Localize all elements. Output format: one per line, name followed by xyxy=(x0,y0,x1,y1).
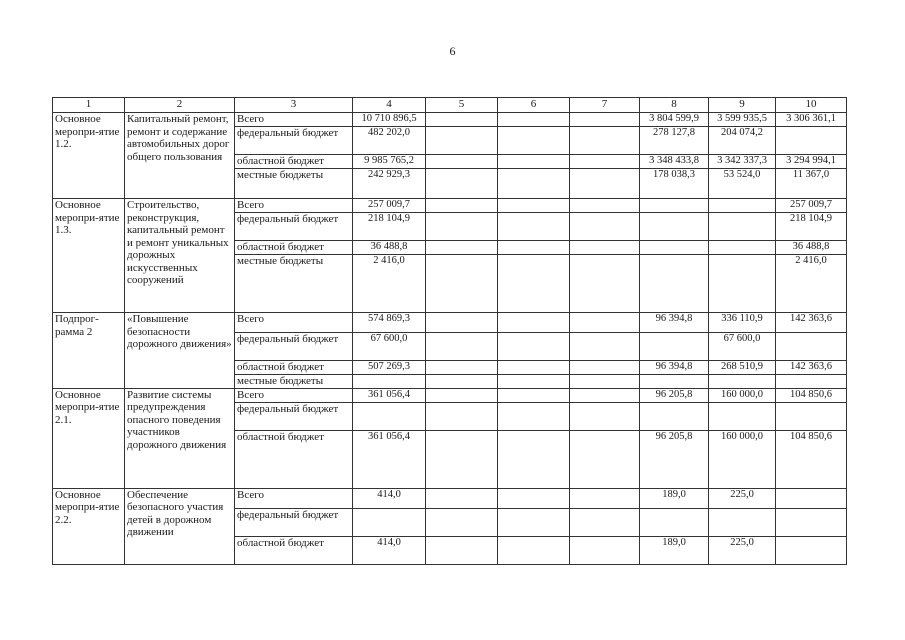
value-cell: 96 205,8 xyxy=(640,388,709,402)
value-cell xyxy=(498,536,570,564)
header-cell: 1 xyxy=(53,98,125,113)
value-cell xyxy=(570,169,640,199)
value-cell: 9 985 765,2 xyxy=(353,155,426,169)
funding-source: местные бюджеты xyxy=(235,169,353,199)
value-cell xyxy=(709,375,776,389)
value-cell xyxy=(776,375,847,389)
value-cell xyxy=(426,361,498,375)
value-cell: 361 056,4 xyxy=(353,430,426,488)
value-cell: 104 850,6 xyxy=(776,388,847,402)
budget-table xyxy=(52,97,847,565)
value-cell xyxy=(776,508,847,536)
value-cell xyxy=(640,213,709,241)
value-cell xyxy=(570,375,640,389)
value-cell xyxy=(426,488,498,508)
header-cell: 8 xyxy=(640,98,709,113)
value-cell xyxy=(426,508,498,536)
value-cell: 361 056,4 xyxy=(353,388,426,402)
funding-source: федеральный бюджет xyxy=(235,508,353,536)
value-cell xyxy=(570,127,640,155)
value-cell xyxy=(498,333,570,361)
value-cell: 67 600,0 xyxy=(353,333,426,361)
value-cell: 3 804 599,9 xyxy=(640,113,709,127)
value-cell: 2 416,0 xyxy=(776,255,847,313)
value-cell xyxy=(353,402,426,430)
funding-source: Всего xyxy=(235,199,353,213)
value-cell xyxy=(570,255,640,313)
value-cell xyxy=(570,488,640,508)
value-cell: 96 394,8 xyxy=(640,313,709,333)
value-cell: 160 000,0 xyxy=(709,430,776,488)
value-cell xyxy=(498,199,570,213)
value-cell xyxy=(498,375,570,389)
value-cell: 178 038,3 xyxy=(640,169,709,199)
value-cell: 257 009,7 xyxy=(776,199,847,213)
header-cell: 2 xyxy=(125,98,235,113)
value-cell xyxy=(570,508,640,536)
value-cell xyxy=(498,255,570,313)
value-cell xyxy=(570,361,640,375)
table-row xyxy=(53,113,847,127)
value-cell xyxy=(498,169,570,199)
value-cell xyxy=(709,213,776,241)
funding-source: областной бюджет xyxy=(235,361,353,375)
value-cell xyxy=(498,508,570,536)
value-cell xyxy=(426,127,498,155)
value-cell: 96 205,8 xyxy=(640,430,709,488)
funding-source: областной бюджет xyxy=(235,430,353,488)
value-cell: 414,0 xyxy=(353,488,426,508)
value-cell xyxy=(353,508,426,536)
value-cell xyxy=(640,241,709,255)
value-cell: 507 269,3 xyxy=(353,361,426,375)
value-cell xyxy=(640,333,709,361)
value-cell xyxy=(640,255,709,313)
value-cell: 2 416,0 xyxy=(353,255,426,313)
funding-source: областной бюджет xyxy=(235,155,353,169)
value-cell: 67 600,0 xyxy=(709,333,776,361)
table-row xyxy=(53,199,847,213)
value-cell: 482 202,0 xyxy=(353,127,426,155)
value-cell: 11 367,0 xyxy=(776,169,847,199)
value-cell xyxy=(426,255,498,313)
value-cell xyxy=(426,213,498,241)
value-cell: 574 869,3 xyxy=(353,313,426,333)
block-name: Развитие системы предупреждения опасного поведения участников дорожного движения xyxy=(125,388,235,488)
value-cell: 142 363,6 xyxy=(776,313,847,333)
header-cell: 9 xyxy=(709,98,776,113)
value-cell: 414,0 xyxy=(353,536,426,564)
value-cell xyxy=(570,430,640,488)
funding-source: федеральный бюджет xyxy=(235,402,353,430)
funding-source: областной бюджет xyxy=(235,536,353,564)
value-cell xyxy=(426,333,498,361)
block-name: «Повышение безопасности дорожного движения» xyxy=(125,313,235,389)
value-cell xyxy=(498,155,570,169)
value-cell xyxy=(570,402,640,430)
value-cell: 3 306 361,1 xyxy=(776,113,847,127)
page-number: 6 xyxy=(449,44,456,58)
value-cell: 160 000,0 xyxy=(709,388,776,402)
value-cell xyxy=(498,430,570,488)
value-cell xyxy=(776,333,847,361)
value-cell: 278 127,8 xyxy=(640,127,709,155)
value-cell: 204 074,2 xyxy=(709,127,776,155)
value-cell xyxy=(498,213,570,241)
value-cell: 218 104,9 xyxy=(776,213,847,241)
value-cell xyxy=(570,388,640,402)
header-cell: 3 xyxy=(235,98,353,113)
value-cell: 3 294 994,1 xyxy=(776,155,847,169)
value-cell xyxy=(426,155,498,169)
funding-source: Всего xyxy=(235,388,353,402)
funding-source: Всего xyxy=(235,113,353,127)
value-cell xyxy=(498,113,570,127)
header-row xyxy=(53,98,847,113)
table-row xyxy=(53,388,847,402)
value-cell: 3 599 935,5 xyxy=(709,113,776,127)
value-cell xyxy=(709,241,776,255)
value-cell xyxy=(426,113,498,127)
value-cell: 189,0 xyxy=(640,488,709,508)
header-cell: 5 xyxy=(426,98,498,113)
value-cell xyxy=(640,375,709,389)
value-cell xyxy=(776,488,847,508)
value-cell: 142 363,6 xyxy=(776,361,847,375)
block-code: Основное меропри-ятие 2.2. xyxy=(53,488,125,564)
value-cell xyxy=(640,508,709,536)
block-code: Основное меропри-ятие 1.3. xyxy=(53,199,125,313)
funding-source: Всего xyxy=(235,313,353,333)
value-cell: 3 348 433,8 xyxy=(640,155,709,169)
value-cell xyxy=(570,113,640,127)
funding-source: местные бюджеты xyxy=(235,255,353,313)
value-cell xyxy=(776,402,847,430)
value-cell xyxy=(498,361,570,375)
value-cell xyxy=(426,375,498,389)
value-cell xyxy=(426,536,498,564)
table-row xyxy=(53,313,847,333)
funding-source: федеральный бюджет xyxy=(235,127,353,155)
value-cell xyxy=(570,155,640,169)
value-cell xyxy=(426,313,498,333)
value-cell xyxy=(640,402,709,430)
value-cell xyxy=(426,430,498,488)
funding-source: федеральный бюджет xyxy=(235,213,353,241)
value-cell xyxy=(570,213,640,241)
block-name: Строительство, реконструкция, капитальный ремонт и ремонт уникальных дорожных искусственных сооружений xyxy=(125,199,235,313)
value-cell: 336 110,9 xyxy=(709,313,776,333)
value-cell xyxy=(709,508,776,536)
value-cell xyxy=(498,402,570,430)
value-cell: 218 104,9 xyxy=(353,213,426,241)
value-cell xyxy=(426,402,498,430)
value-cell: 242 929,3 xyxy=(353,169,426,199)
value-cell xyxy=(498,388,570,402)
value-cell xyxy=(709,402,776,430)
block-code: Основное меропри-ятие 2.1. xyxy=(53,388,125,488)
value-cell xyxy=(570,536,640,564)
funding-source: Всего xyxy=(235,488,353,508)
value-cell xyxy=(709,199,776,213)
value-cell xyxy=(709,255,776,313)
value-cell xyxy=(570,333,640,361)
value-cell xyxy=(426,388,498,402)
header-cell: 10 xyxy=(776,98,847,113)
value-cell xyxy=(498,488,570,508)
block-name: Капитальный ремонт, ремонт и содержание автомобильных дорог общего пользования xyxy=(125,113,235,199)
value-cell: 96 394,8 xyxy=(640,361,709,375)
value-cell: 53 524,0 xyxy=(709,169,776,199)
value-cell xyxy=(498,313,570,333)
block-code: Основное меропри-ятие 1.2. xyxy=(53,113,125,199)
value-cell: 104 850,6 xyxy=(776,430,847,488)
value-cell xyxy=(426,241,498,255)
block-code: Подпрог-рамма 2 xyxy=(53,313,125,389)
value-cell xyxy=(640,199,709,213)
value-cell xyxy=(570,199,640,213)
value-cell: 225,0 xyxy=(709,536,776,564)
funding-source: областной бюджет xyxy=(235,241,353,255)
funding-source: федеральный бюджет xyxy=(235,333,353,361)
header-cell: 7 xyxy=(570,98,640,113)
value-cell xyxy=(498,127,570,155)
header-cell: 6 xyxy=(498,98,570,113)
table-row xyxy=(53,488,847,508)
value-cell xyxy=(426,199,498,213)
value-cell: 257 009,7 xyxy=(353,199,426,213)
value-cell xyxy=(570,241,640,255)
value-cell xyxy=(776,536,847,564)
value-cell: 10 710 896,5 xyxy=(353,113,426,127)
value-cell xyxy=(498,241,570,255)
block-name: Обеспечение безопасного участия детей в дорожном движении xyxy=(125,488,235,564)
funding-source: местные бюджеты xyxy=(235,375,353,389)
value-cell xyxy=(426,169,498,199)
value-cell: 189,0 xyxy=(640,536,709,564)
value-cell: 268 510,9 xyxy=(709,361,776,375)
value-cell: 36 488,8 xyxy=(776,241,847,255)
header-cell: 4 xyxy=(353,98,426,113)
value-cell: 3 342 337,3 xyxy=(709,155,776,169)
value-cell xyxy=(570,313,640,333)
value-cell: 36 488,8 xyxy=(353,241,426,255)
value-cell xyxy=(776,127,847,155)
value-cell xyxy=(353,375,426,389)
value-cell: 225,0 xyxy=(709,488,776,508)
